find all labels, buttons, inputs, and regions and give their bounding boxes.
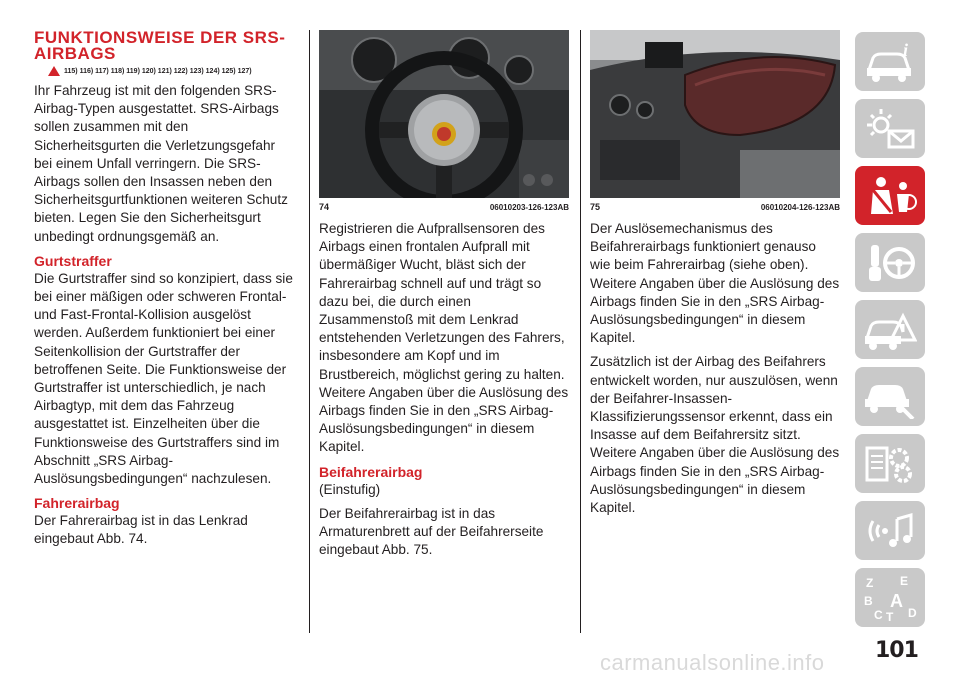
letter-e: E	[900, 573, 909, 588]
figure-code: 06010204-126-123AB	[760, 203, 840, 212]
fahrerairbag-heading: Fahrerairbag	[34, 495, 120, 512]
letter-d: D	[908, 605, 917, 620]
section-heading: FUNKTIONSWEISE DER SRS-AIRBAGS	[34, 28, 286, 63]
column-divider-left	[309, 30, 310, 633]
letter-t: T	[886, 609, 894, 623]
warning-triangle-icon	[48, 66, 60, 76]
gears-icon	[863, 442, 917, 486]
dashboard-photo	[590, 30, 840, 198]
key-steering-wheel-icon	[863, 241, 917, 285]
car-maintenance-icon	[863, 375, 917, 419]
tab-maintenance[interactable]	[855, 367, 925, 426]
multimedia-icon	[863, 509, 917, 553]
figure-code: 06010203-126-123AB	[489, 203, 569, 212]
index-abc-icon	[860, 573, 920, 623]
warning-references	[48, 66, 296, 76]
tab-starting-driving[interactable]	[855, 233, 925, 292]
figure-dashboard	[590, 30, 840, 198]
beifahrerairbag-subheading: (Einstufig)	[319, 481, 381, 497]
figure-caption-75	[590, 202, 840, 212]
column-middle	[319, 30, 569, 565]
reference-list[interactable]: 115) 116) 117) 118) 119) 120) 121) 122) 123) 124) 125) 127)	[64, 67, 252, 75]
paragraph-passenger-mechanism: Der Auslösemechanismus des Beifahrerairbags funktioniert genauso wie beim Fahrerairbag (siehe oben). Weitere Angaben über die Auslösung des Airbags finden Sie in den „SRS Airbag-Auslösungsbedingungen“ in diesem Kapitel.	[590, 221, 840, 346]
column-right	[590, 30, 840, 523]
figure-caption-74	[319, 202, 569, 212]
letter-b: B	[864, 593, 873, 608]
beifahrerairbag-paragraph: Der Beifahrerairbag ist in das Armaturenbrett auf der Beifahrerseite eingebaut Abb. 75.	[319, 505, 544, 558]
tab-multimedia[interactable]	[855, 501, 925, 560]
airbag-seatbelt-icon	[863, 174, 917, 218]
figure-number: 74	[319, 202, 330, 212]
fahrerairbag-paragraph: Der Fahrerairbag ist in das Lenkrad eingebaut Abb. 74.	[34, 513, 248, 547]
letter-z: Z	[866, 575, 874, 590]
beifahrerairbag-heading: Beifahrerairbag	[319, 463, 423, 480]
figure-steering-wheel	[319, 30, 569, 198]
tab-warning-lights[interactable]	[855, 99, 925, 158]
figure-number: 75	[590, 202, 601, 212]
column-divider-right	[580, 30, 581, 633]
tab-emergency[interactable]	[855, 300, 925, 359]
page-number: 101	[875, 638, 918, 663]
tab-index[interactable]	[855, 568, 925, 627]
car-accident-icon	[863, 308, 917, 352]
tab-safety[interactable]	[855, 166, 925, 225]
paragraph-occupant-sensor: Zusätzlich ist der Airbag des Beifahrers entwickelt worden, nur auszulösen, wenn der Beifahrer-Insassen-Klassifizierungssensor erkennt, dass ein Insasse auf dem Beifahrersitz sitzt. Weitere Angaben über die Auslösung des Airbags finden Sie in den „SRS Airbag-Auslösungsbedingungen“ in diesem Kapitel.	[590, 354, 840, 516]
letter-c: C	[874, 607, 883, 622]
gurtstraffer-paragraph: Die Gurtstraffer sind so konzipiert, dass sie bei einer mäßigen oder schweren Frontal- und Fast-Frontal-Kollision ausgelöst werden. Außerdem funktioniert bei einer Seitenkollision der Gurtstraffer der betroffenen Seite. Die Funktionsweise der Gurtstraffer ist unterschiedlich, je nach Airbagtyp, mit dem das Fahrzeug ausgestattet ist. Einzelheiten über die Funktionsweise des Gurtstraffers sind im Abschnitt „SRS Airbag-Auslösungsbedingungen“ nachzulesen.	[34, 270, 293, 487]
paragraph-airbag-function: Registrieren die Aufprallsensoren des Airbags einen frontalen Aufprall mit übermäßiger Wucht, bläst sich der Fahrerairbag schnell auf und trägt so dazu bei, die durch einen Zusammenstoß mit dem Lenkrad entstehenden Verletzungen des Fahrers, insbesondere am Kopf und im Brustbereich, möglichst gering zu halten. Weitere Angaben über die Auslösung des Airbags finden Sie in den „SRS Airbag-Auslösungsbedingungen“ in diesem Kapitel.	[319, 221, 569, 455]
steering-wheel-photo	[319, 30, 569, 198]
tab-car-info[interactable]	[855, 32, 925, 91]
tab-technical-data[interactable]	[855, 434, 925, 493]
car-info-icon	[863, 40, 917, 84]
column-left	[34, 30, 296, 555]
svg-text:i: i	[903, 39, 909, 60]
intro-paragraph: Ihr Fahrzeug ist mit den folgenden SRS-Airbag-Typen ausgestattet. SRS-Airbags sollen zusammen mit den Sicherheitsgurten die Verletzungsgefahr bei einem Unfall verringern. Die SRS-Airbags sollen den Insassen neben den Sicherheitsgurtfunktionen weiteren Schutz bieten. Legen Sie den Sicherheitsgurt unbedingt ordnungsgemäß an.	[34, 83, 288, 244]
warning-lights-icon	[863, 107, 917, 151]
gurtstraffer-heading: Gurtstraffer	[34, 252, 112, 269]
letter-a: A	[890, 590, 903, 611]
watermark: carmanualsonline.info	[600, 650, 825, 675]
